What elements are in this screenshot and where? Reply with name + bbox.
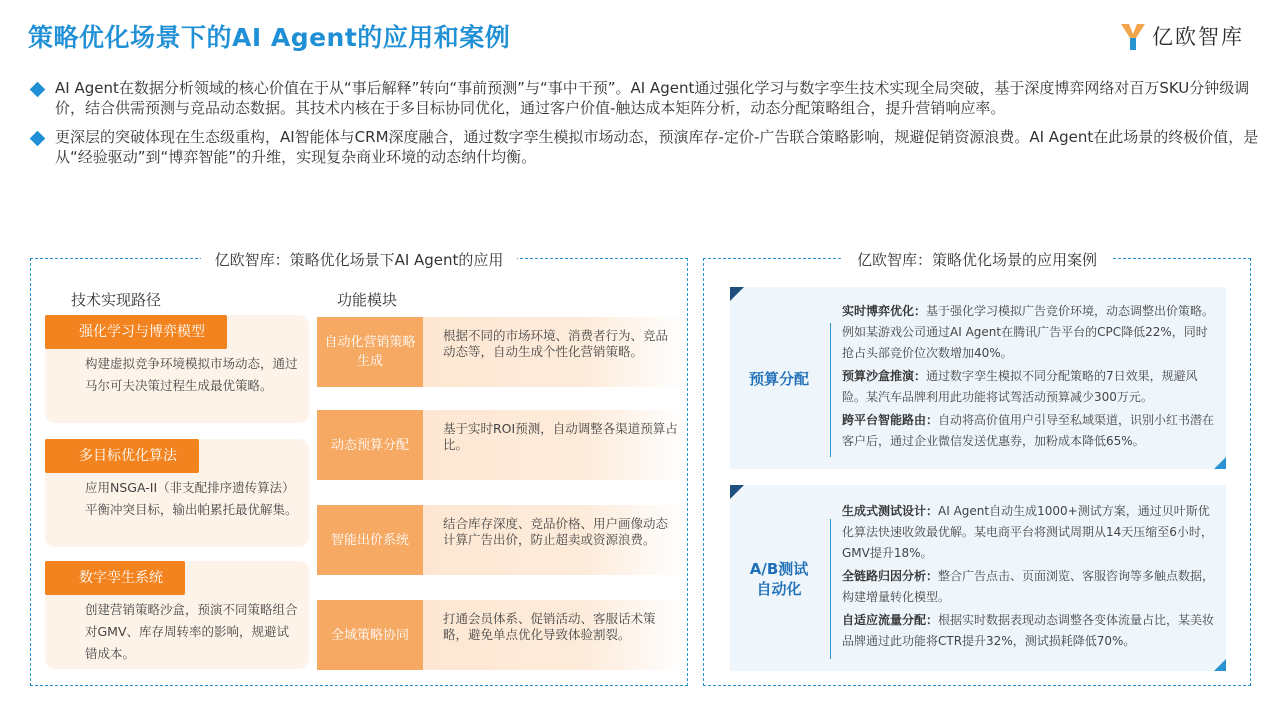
tech-description: 构建虚拟竞争环境模拟市场动态，通过马尔可夫决策过程生成最优策略。 <box>85 356 298 393</box>
case-item-head: 实时博弈优化： <box>842 304 927 318</box>
case-item-text: 通过数字孪生模拟不同分配策略的7日效果，规避风险。某汽车品牌利用此功能将试驾活动预算减少300万元。 <box>842 369 1198 404</box>
case-item-text: 自动将高价值用户引导至私域渠道，识别小红书潜在客户后，通过企业微信发送优惠券，加粉成本降低65%。 <box>842 413 1215 448</box>
logo-text: 亿欧智库 <box>1152 25 1244 49</box>
tech-column-header: 技术实现路径 <box>71 291 162 309</box>
case-body <box>842 501 1218 654</box>
function-row <box>317 505 687 575</box>
case-item-head: 生成式测试设计： <box>842 504 939 518</box>
bullet-text: AI Agent在数据分析领域的核心价值在于从“事后解释”转向“事前预测”与“事中干预”。AI Agent通过强化学习与数字孪生技术实现全局突破，基于深度博弈网络对百万SKU分钟级调价，结合供需预测与竞品动态数据。其技术内核在于多目标协同优化，通过客户价值-触达成本矩阵分析，动态分配策略组合，提升营销响应率。 <box>55 79 1250 117</box>
case-item <box>842 366 1218 408</box>
case-item-head: 预算沙盒推演： <box>842 369 927 383</box>
case-panel <box>703 251 1251 686</box>
case-item-text: AI Agent自动生成1000+测试方案，通过贝叶斯优化算法快速收敛最优解。某电商平台将测试周期从14天压缩至6小时，GMV提升18%。 <box>842 504 1213 560</box>
diamond-bullet-icon <box>30 131 46 147</box>
case-item <box>842 566 1218 608</box>
tech-label: 多目标优化算法 <box>45 439 199 473</box>
tech-card <box>45 561 309 669</box>
case-body <box>842 301 1218 454</box>
tech-description: 应用NSGA-II（非支配排序遗传算法）平衡冲突目标，输出帕累托最优解集。 <box>85 480 298 517</box>
case-label: A/B测试自动化 <box>749 560 809 598</box>
tech-card <box>45 315 309 423</box>
bullet-item <box>30 78 1260 118</box>
application-panel <box>30 251 688 686</box>
panel-title: 亿欧智库：策略优化场景的应用案例 <box>843 251 1111 269</box>
function-description: 基于实时ROI预测，自动调整各渠道预算占比。 <box>423 410 687 480</box>
function-description: 结合库存深度、竞品价格、用户画像动态计算广告出价，防止超卖或资源浪费。 <box>423 505 687 575</box>
case-item-text: 根据实时数据表现动态调整各变体流量占比，某美妆品牌通过此功能将CTR提升32%，测试损耗降低70%。 <box>842 613 1215 648</box>
function-row <box>317 600 687 670</box>
case-item-head: 全链路归因分析： <box>842 569 939 583</box>
case-item <box>842 501 1218 564</box>
summary-bullets <box>30 78 1260 176</box>
function-description: 打通会员体系、促销活动、客服话术策略，避免单点优化导致体验割裂。 <box>423 600 687 670</box>
bullet-text: 更深层的突破体现在生态级重构，AI智能体与CRM深度融合，通过数字孪生模拟市场动态，预演库存-定价-广告联合策略影响，规避促销资源浪费。AI Agent在此场景的终极价值，是从“经验驱动”到“博弈智能”的升维，实现复杂商业环境的动态纳什均衡。 <box>55 128 1259 166</box>
case-item-head: 自适应流量分配： <box>842 613 939 627</box>
diamond-bullet-icon <box>30 82 46 98</box>
case-divider <box>830 519 831 659</box>
yiou-logo-icon <box>1118 20 1148 52</box>
function-description: 根据不同的市场环境、消费者行为、竞品动态等，自动生成个性化营销策略。 <box>423 317 687 387</box>
case-divider <box>830 323 831 457</box>
case-item <box>842 301 1218 364</box>
tech-label: 强化学习与博弈模型 <box>45 315 227 349</box>
function-tag: 自动化营销策略生成 <box>317 317 423 387</box>
function-column-header: 功能模块 <box>337 291 398 309</box>
function-row <box>317 317 687 387</box>
tech-card <box>45 439 309 547</box>
bullet-item <box>30 127 1260 167</box>
page-title: 策略优化场景下的AI Agent的应用和案例 <box>28 23 511 52</box>
case-card <box>730 287 1226 469</box>
case-card <box>730 485 1226 671</box>
tech-label: 数字孪生系统 <box>45 561 185 595</box>
case-item <box>842 410 1218 452</box>
logo <box>1118 20 1244 52</box>
function-tag: 智能出价系统 <box>317 505 423 575</box>
case-item <box>842 610 1218 652</box>
case-label: 预算分配 <box>748 370 809 388</box>
case-item-text: 整合广告点击、页面浏览、客服咨询等多触点数据，构建增量转化模型。 <box>842 569 1215 604</box>
function-row <box>317 410 687 480</box>
tech-description: 创建营销策略沙盒，预演不同策略组合对GMV、库存周转率的影响，规避试错成本。 <box>85 602 298 661</box>
case-item-head: 跨平台智能路由： <box>842 413 939 427</box>
case-item-text: 基于强化学习模拟广告竞价环境，动态调整出价策略。例如某游戏公司通过AI Agent在腾讯广告平台的CPC降低22%，同时抢占头部竞价位次数增加40%。 <box>842 304 1215 360</box>
function-tag: 全域策略协同 <box>317 600 423 670</box>
function-tag: 动态预算分配 <box>317 410 423 480</box>
panel-title: 亿欧智库：策略优化场景下AI Agent的应用 <box>201 251 518 269</box>
